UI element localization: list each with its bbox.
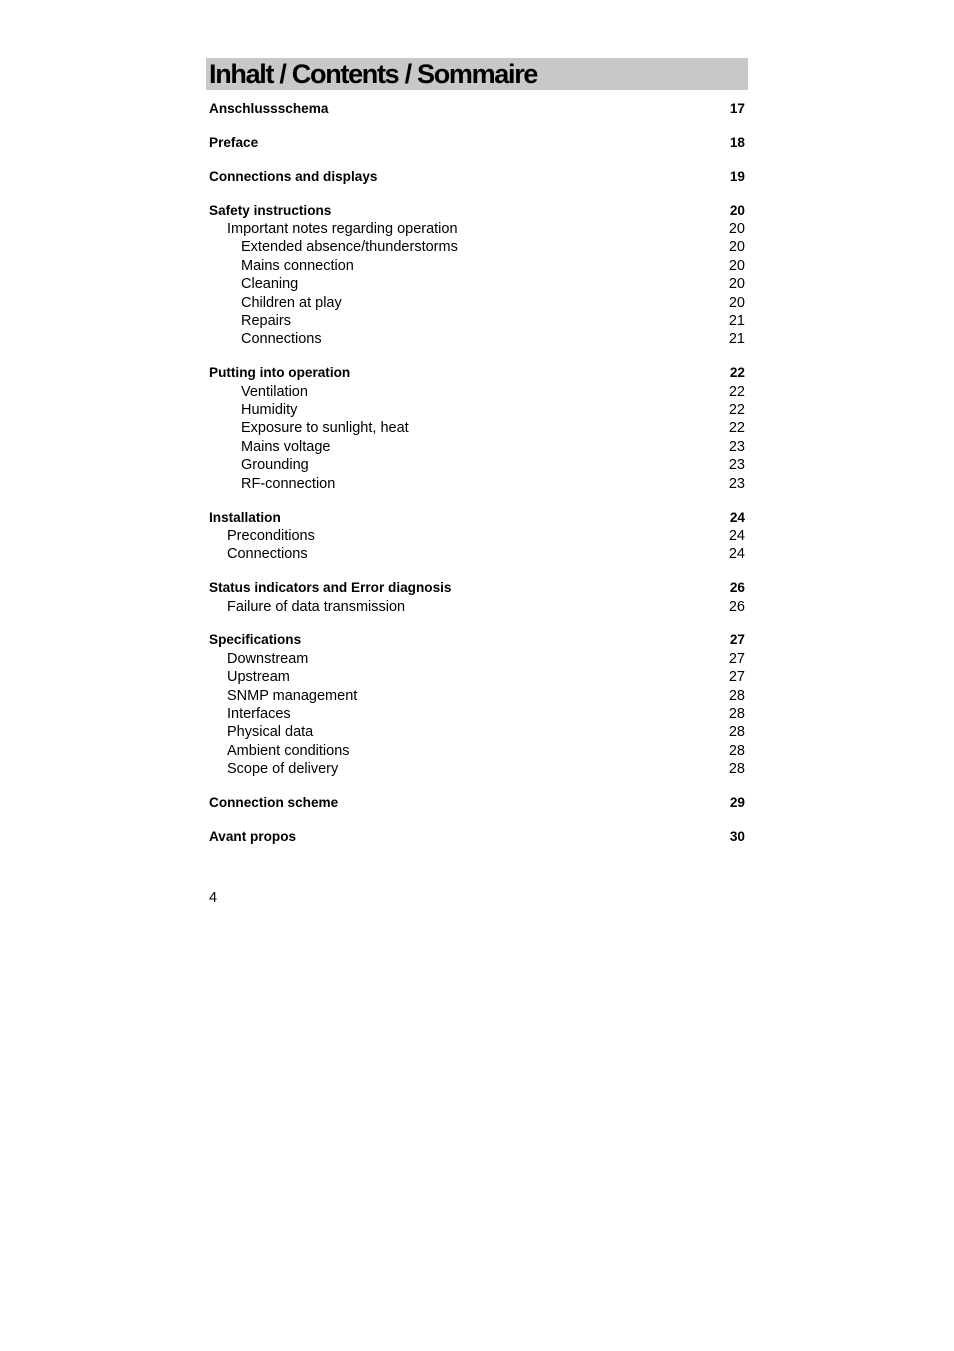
toc-entry[interactable]: [209, 220, 745, 238]
toc-entry-page: 23: [728, 457, 745, 474]
toc-section: [209, 364, 745, 493]
toc-entry-page: 28: [728, 742, 745, 759]
toc-entry[interactable]: [209, 294, 745, 312]
toc-entry-label: SNMP management: [227, 687, 358, 704]
toc-entry-page: 28: [728, 761, 745, 778]
toc-entry-page: 26: [729, 580, 745, 596]
toc-entry-page: 20: [728, 221, 745, 238]
toc-entry-label: Anschlussschema: [209, 101, 329, 116]
toc-entry[interactable]: [209, 687, 745, 705]
toc-entry[interactable]: [209, 100, 745, 118]
toc-entry-page: 23: [728, 475, 745, 492]
toc-entry-label: Preface: [209, 134, 259, 150]
toc-entry[interactable]: [209, 330, 745, 348]
toc-entry-label: Scope of delivery: [227, 761, 339, 778]
toc-entry-page: 22: [728, 383, 745, 400]
toc-entry-label: Humidity: [241, 402, 298, 419]
toc-entry-page: 24: [728, 527, 745, 544]
toc-section: [209, 631, 745, 778]
toc-entry[interactable]: [209, 545, 745, 563]
toc-entry-label: Mains voltage: [241, 438, 331, 455]
toc-entry-label: Installation: [209, 509, 281, 525]
toc-entry-label: Connections and displays: [209, 168, 378, 184]
toc-entry-label: Specifications: [209, 632, 302, 648]
toc-entry-page: 26: [728, 598, 745, 615]
toc-entry-page: 24: [728, 546, 745, 563]
toc-entry-page: 20: [728, 239, 745, 256]
toc-entry-label: Extended absence/thunderstorms: [241, 239, 458, 256]
toc-entry[interactable]: [209, 509, 745, 527]
toc-entry-page: 22: [729, 365, 745, 381]
toc-entry[interactable]: [209, 364, 745, 382]
toc-entry-label: Important notes regarding operation: [227, 221, 458, 238]
toc-entry-label: Mains connection: [241, 257, 354, 274]
toc-section: [209, 828, 745, 846]
toc-entry[interactable]: [209, 383, 745, 401]
toc-entry-page: 23: [728, 438, 745, 455]
toc-entry-label: Status indicators and Error diagnosis: [209, 580, 452, 596]
toc-entry[interactable]: [209, 705, 745, 723]
toc-entry[interactable]: [209, 419, 745, 437]
toc-entry[interactable]: [209, 760, 745, 778]
toc-entry-label: Ambient conditions: [227, 742, 350, 759]
toc-entry-label: Putting into operation: [209, 365, 351, 381]
toc-section: [209, 100, 745, 118]
toc-section: [209, 168, 745, 186]
toc-entry[interactable]: [209, 134, 745, 152]
toc-entry-label: Connections: [241, 331, 322, 348]
toc-entry[interactable]: [209, 668, 745, 686]
toc-entry-label: RF-connection: [241, 475, 336, 492]
toc-entry-page: 27: [728, 669, 745, 686]
toc-entry-label: Exposure to sunlight, heat: [241, 420, 409, 437]
toc-section: [209, 202, 745, 349]
toc-entry-label: Safety instructions: [209, 202, 332, 218]
toc-entry-label: Children at play: [241, 294, 342, 311]
toc-entry[interactable]: [209, 238, 745, 256]
toc-entry-page: 24: [729, 509, 745, 525]
toc-entry-page: 21: [728, 331, 745, 348]
toc-entry[interactable]: [209, 631, 745, 649]
toc-entry[interactable]: [209, 275, 745, 293]
toc-entry-label: Cleaning: [241, 276, 299, 293]
toc-entry-page: 28: [728, 687, 745, 704]
toc-entry-label: Connections: [227, 546, 308, 563]
toc-entry-page: 22: [728, 402, 745, 419]
toc-entry-page: 21: [728, 313, 745, 330]
toc-entry-page: 20: [728, 294, 745, 311]
toc-entry-label: Avant propos: [209, 829, 297, 844]
toc-entry[interactable]: [209, 650, 745, 668]
toc-section: [209, 134, 745, 152]
toc-entry-page: 27: [729, 632, 745, 648]
toc-entry-label: Connection scheme: [209, 795, 339, 811]
toc-entry[interactable]: [209, 475, 745, 493]
toc-section: [209, 794, 745, 812]
toc-entry[interactable]: [209, 257, 745, 275]
toc-entry-page: 18: [729, 134, 745, 150]
toc-entry-label: Interfaces: [227, 706, 291, 723]
toc-entry-page: 19: [729, 168, 745, 184]
toc-entry-page: 22: [728, 420, 745, 437]
toc-entry[interactable]: [209, 527, 745, 545]
toc-entry-label: Grounding: [241, 457, 309, 474]
toc-entry-label: Downstream: [227, 650, 309, 667]
toc-entry-page: 30: [729, 829, 745, 844]
toc-entry-label: Failure of data transmission: [227, 598, 406, 615]
page-title: Inhalt / Contents / Sommaire: [209, 58, 538, 89]
toc-entry[interactable]: [209, 401, 745, 419]
title-bar: [206, 58, 748, 90]
table-of-contents: [206, 100, 748, 846]
toc-section: [209, 509, 745, 564]
toc-entry-page: 28: [728, 724, 745, 741]
toc-section: [209, 579, 745, 616]
toc-entry-page: 29: [729, 795, 745, 811]
toc-entry-page: 27: [728, 650, 745, 667]
toc-entry-page: 20: [729, 202, 745, 218]
toc-entry[interactable]: [209, 598, 745, 616]
toc-entry-label: Preconditions: [227, 527, 315, 544]
toc-entry-page: 20: [728, 257, 745, 274]
toc-entry[interactable]: [209, 202, 745, 220]
toc-entry-label: Upstream: [227, 669, 290, 686]
toc-entry[interactable]: [209, 579, 745, 597]
toc-entry-page: 17: [729, 101, 745, 116]
toc-entry[interactable]: [209, 456, 745, 474]
toc-entry[interactable]: [209, 312, 745, 330]
toc-entry[interactable]: [209, 723, 745, 741]
toc-entry[interactable]: [209, 794, 745, 812]
toc-entry[interactable]: [209, 168, 745, 186]
toc-entry[interactable]: [209, 828, 745, 846]
toc-entry[interactable]: [209, 742, 745, 760]
toc-entry[interactable]: [209, 438, 745, 456]
toc-entry-label: Physical data: [227, 724, 314, 741]
toc-entry-label: Ventilation: [241, 383, 308, 400]
toc-entry-label: Repairs: [241, 313, 291, 330]
document-page: [206, 58, 748, 862]
page-number: 4: [209, 890, 218, 906]
toc-entry-page: 20: [728, 276, 745, 293]
toc-entry-page: 28: [728, 706, 745, 723]
